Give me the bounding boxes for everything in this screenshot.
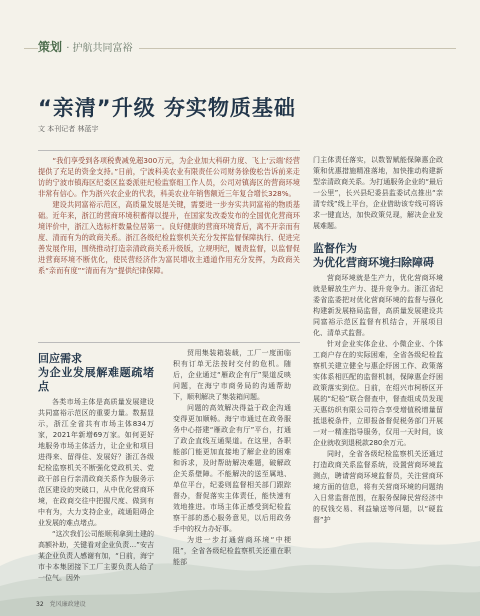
body-paragraph: 贸用集装箱装载，工厂一度面临积有订单无法按时交付的危机。随后，企业通过“雁政企有厅”渠道反映问题，在海宁市商务局的沟通帮助下，顺利解决了集装箱问题。: [173, 349, 291, 401]
lead-top-rule: [38, 150, 300, 151]
section-tag: [38, 38, 139, 55]
heading-line-2: 为企业发展解难题疏堵点: [38, 366, 154, 393]
section-sublabel: · 护航共同富裕: [66, 43, 133, 54]
magazine-name: 党风廉政建设: [49, 601, 86, 608]
page-footer: [36, 599, 86, 608]
heading-line-1: 回应需求: [38, 352, 82, 365]
body-paragraph: 为进一步打通营商环境“中梗阻”，全省各级纪检监察机关还重在职能部: [173, 536, 291, 566]
section-heading: [38, 352, 154, 394]
column-2: [173, 348, 291, 568]
article-title: “亲清”升级 夯实物质基础: [38, 96, 296, 120]
lead-paragraph: “我们享受到各项税费减免超300万元，为企业加大科研力度、飞上‘云端’经营提供了充足的资金支持。”日前，宁波科美农业有限责任公司财务徐俊松告诉前来走访的宁波市镇海区纪委区监委派驻纪检监察组工作人员，公司对镇海区的营商环境非常有信心。作为浙兴农企业的代表，科美农业年销售额近三年复合增长328%。: [38, 156, 300, 198]
heading-line-1: 监督作为: [313, 242, 357, 255]
page-number: 32: [36, 601, 44, 608]
column-3: [313, 155, 443, 526]
heading-line-2: 为优化营商环境扫除障碍: [313, 256, 434, 269]
body-paragraph: 营商环境就是生产力，优化营商环境就是解放生产力、提升竞争力。浙江省纪委省监委把对优化营商环境的监督与强化构建新发展格局监督，高质量发展建设共同富裕示范区监督有机结合，开展项目化、清单式监督。: [313, 274, 443, 337]
body-paragraph: 各类市场主体是高质量发展建设共同富裕示范区的重要力量。数据显示，浙江全省共有市场主体834万家，2021年新增69万家。如何更好地服务市场主体活力，让企业和项目进得来、留得住、发展好？浙江各级纪检监察机关不断强化党政机关、党政干部自行亲清政商关系作为服务示范区建设的突破口，从中优化营商环境，在政商交往中把握尺度、做到有中有为，大力支持企业，疏通阻碍企业发展的难点堵点。: [38, 398, 154, 527]
body-paragraph: 同时，全省各级纪检监察机关还通过打造政商关系监督系统，设置营商环境监测点，聘请营商环境监督员，关注营商环境方面的信息，将有关营商环境的问题纳入日常监督范围，在服务保障民营经济中的权钱交易、利益输送等问题，以“硬监督”护: [313, 450, 443, 524]
body-paragraph: 针对企业实体企业、小微企业、个体工商户存在的实际困难，全省各级纪检监察机关建立健全与惠企纾困工作、政策落实体系相匹配的监督机制，保障惠企纾困政策落实到位。日前，在绍兴市柯桥区开展的“纪检”联合督查中，督查组成员发现天惠纺织有限公司符合享受增值税增量留抵退税条件，立即报备督促税务部门开展一对一精准指导服务，仅用一天时间，该企业就收到退税款280余万元。: [313, 340, 443, 447]
lead-paragraph: 建设共同富裕示范区，高质量发展是关键，需要进一步夯实共同富裕的物质基础。近年来，浙江的营商环境积蓄得以提升，在国家发改委发布的全国优化营商环境评价中，浙江入选标杆数量位居第一。良好健康的营商环境背后，离不开亲而有度、清而有为的政商关系。浙江各级纪检监察机关充分发挥监督保障执行、促进完善发展作用，围绕推动打造亲清政商关系升级版，立规明纪，履责监督，以监督促进营商环境不断优化，使民营经济作为富民增收主通道作用充分发挥，为政商关系“亲而有度”“清而有为”提供纪律保障。: [38, 200, 300, 275]
body-paragraph: “这次我们公司能顺利拿到土建的高额补助，关键看对企业负责…”安吉某企业负责人感谢有加，“日前，海宁市卡本集团接下工厂主要负责人给了一位气。因外: [38, 530, 154, 582]
section-heading: [313, 242, 443, 270]
byline: 文 本刊记者 林蓝宇: [38, 125, 99, 133]
lead-bottom-rule: [38, 342, 300, 343]
lead-text: [38, 155, 300, 276]
section-label: 策划: [38, 40, 63, 54]
body-paragraph: 问题的高效解决得益于政企沟通变得更加顺畅。海宁市通过在政务服务中心搭建“雁政企有厅”平台，打通了政企直线互通渠道。在这里，各职能部门能更加直接地了解企业的困难和诉求，及时帮助解决难题，破解政企关系壁障。不能解决的送至属地、单位平台，纪委则监督相关部门跟踪督办，督促落实主体责任，能快速有效地推进。市场主体正感受到纪检监察干部的悉心服务意见，以后用政务手中的权力办好事。: [173, 404, 291, 533]
body-paragraph: 门主体责任落实，以数智赋能保障惠企政策和优惠措施精准落地，加快推动构建新型亲清政商关系。为打通服务企业的“最后一公里”，长兴县纪委县监委试点推出“亲清专线”线上平台，企业借助该专线可将诉求一键直达，加快政策兑现，解决企业发展难题。: [313, 156, 443, 230]
column-1: [38, 348, 154, 584]
